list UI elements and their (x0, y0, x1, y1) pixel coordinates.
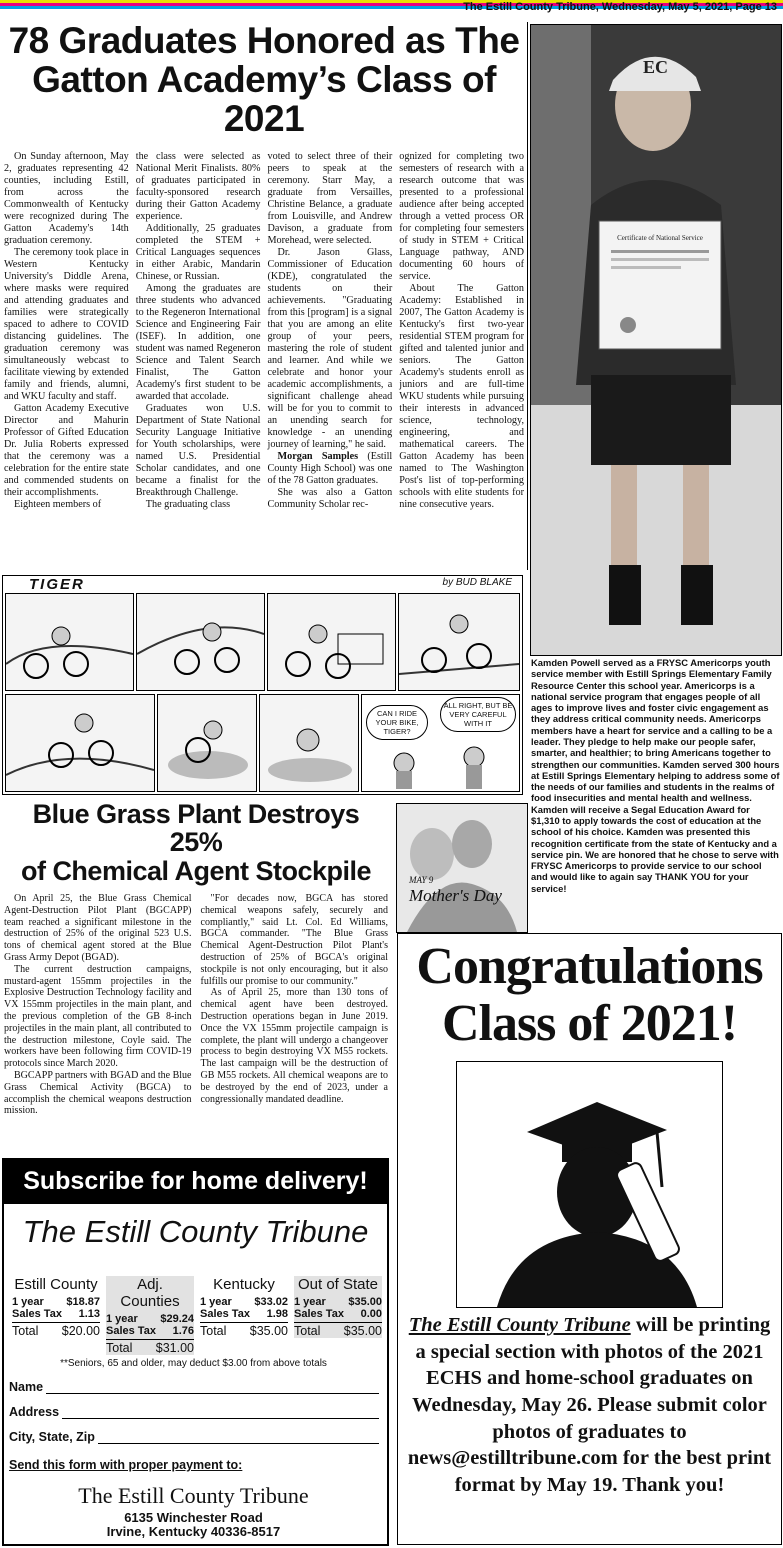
bluegrass-article (4, 800, 388, 1150)
photo-caption: Kamden Powell served as a FRYSC Americorps youth service member with Estill Springs Elementary Family Resource Center this school year. Americorps is a national service program that engages people of all ages to improve lives and foster civic engagement as they address critical community needs. Americorps members have a heart for service and a calling to be a leader. They pledge to help make our people safer, smarter, and healthier; to bring Americans together to strengthen our communities. Kamden served 300 hours at Estill Springs Elementary helping to address some of the needs of our families and students in the realms of food insecurities and mental health and wellness. Kamden will receive a Segal Education Award for $1,310 to apply towards the cost of education at the school of his choice. Kamden was presented this recognition certificate from the state of Kentucky and a service pin. We are honored that he chose to serve with FRYSC Americorps to provide service to our school and would like to again say THANK YOU for your service! (531, 657, 780, 894)
mail-street: 6135 Winchester Road (124, 1510, 263, 1525)
paragraph: Eighteen members of (14, 499, 102, 511)
paper-name-link: The Estill County Tribune (408, 1314, 631, 1336)
gatton-headline (4, 22, 524, 139)
rate-area: Estill County (14, 1276, 98, 1293)
rate-year-row (294, 1296, 382, 1308)
congrats-heading (398, 938, 781, 1052)
city-state-zip-field[interactable] (9, 1430, 379, 1444)
rate-area: Out of State (297, 1276, 379, 1293)
year-label: 1 year (294, 1296, 326, 1308)
rate-year-row (12, 1296, 100, 1308)
comic-title: TIGER (29, 576, 85, 593)
rate-year-row (106, 1313, 194, 1325)
paragraph: On Sunday afternoon, May 2, graduates representing 42 counties, including Estill, from across the Commonwealth of Kentucky were recognized during The Gatton Academy's 14th graduation ceremony. (4, 150, 129, 246)
column-rule (527, 22, 528, 570)
gatton-col-3 (268, 151, 393, 512)
comic-panel-3 (267, 593, 396, 691)
congrats-heading-line-1: Congratulations (416, 938, 763, 995)
paragraph: ognized for completing two semesters of research with a research outcome that was presented to a professional audience after being accepted through a vetted process OR for completing four semesters of study in STEM + Critical Language pathway, AND documenting 60 hours of service. (399, 150, 524, 282)
address-field[interactable] (9, 1405, 379, 1419)
total-amount: $35.00 (343, 1324, 382, 1338)
speech-bubble-2: ALL RIGHT, BUT BE VERY CAREFUL WITH IT (440, 697, 516, 732)
rate-area: Adj. Counties (120, 1276, 180, 1310)
speech-bubble-1: CAN I RIDE YOUR BIKE, TIGER? (366, 705, 428, 740)
mothers-day-ad (396, 803, 528, 933)
total-amount: $31.00 (155, 1341, 194, 1355)
kamden-photo (530, 24, 782, 656)
graduate-silhouette-icon (457, 1062, 722, 1307)
paragraph: The graduating class (145, 499, 231, 511)
tax-amount: 1.98 (266, 1308, 288, 1320)
year-price: $18.87 (66, 1296, 100, 1308)
paragraph: Gatton Academy Executive Director and Mahurin Professor of Gifted Education Dr. Julia Roberts expressed that the ceremony was a celebration for the entire state and commended students on their accomplishments. (4, 403, 129, 499)
bluegrass-col-2 (201, 893, 389, 1117)
comic-panel-1 (5, 593, 134, 691)
rate-adjacent (106, 1276, 194, 1355)
comic-panel-5 (5, 694, 155, 792)
graduate-silhouette (456, 1061, 723, 1308)
paragraph: Dr. Jason Glass, Commissioner of Education (KDE), congratulated the students on their achievements. "Graduating from this [program] is a signal that you are among an elite group of your peers, mastering the role of student and learner. And while we celebrate and honor your academic accomplishments, a significant challenge ahead will be for you to commit to an unending search for knowledge - an unending journey of learning," he said. (267, 246, 393, 451)
total-label: Total (294, 1324, 321, 1338)
bluegrass-headline-line-1: Blue Grass Plant Destroys 25% (32, 799, 360, 858)
bold-name: Morgan Samples (277, 451, 359, 463)
tax-label: Sales Tax (12, 1308, 62, 1320)
gatton-article (4, 22, 524, 570)
paragraph: On April 25, the Blue Grass Chemical Agent-Destruction Pilot Plant (BGCAPP) team reached a significant milestone in the destruction of 25% of the original 523 U.S. tons of chemical agent stored at the Blue Grass Army Depot (BGAD). (4, 893, 192, 964)
gatton-col-4 (399, 151, 524, 512)
paragraph: Additionally, 25 graduates completed the STEM + Critical Languages sequences in either Arabic, Mandarin Chinese, or Russian. (135, 222, 261, 282)
paragraph: As of April 25, more than 130 tons of chemical agent have been destroyed. Destruction operations began in June 2019. Once the VX 155mm projectile campaign is complete, the plant will undergo a changeover process to begin destroying VX M55 rockets. The last campaign will be the destruction of GB M55 rockets. All chemical weapons are to be destroyed by the end of 2023, under a congressionally mandated deadline. (200, 987, 388, 1105)
paragraph: BGCAPP partners with BGAD and the Blue Grass Chemical Activity (BGCA) to accomplish the chemical weapons destruction mission. (4, 1069, 192, 1117)
name-field[interactable] (9, 1380, 379, 1394)
comic-panel-7-art (260, 695, 358, 791)
city-field-label: City, State, Zip (9, 1430, 95, 1444)
tax-label: Sales Tax (200, 1308, 250, 1320)
name-field-label: Name (9, 1380, 44, 1394)
address-field-line[interactable] (62, 1406, 379, 1419)
address-field-label: Address (9, 1405, 60, 1419)
paragraph: The ceremony took place in Western Kentucky University's Diddle Arena, where masks were required and attending graduates and families were strategically spaced to adhere to COVID distancing guidelines. The graduation ceremony was simultaneously webcast to facilitate viewing by extended family and friends, alumni, and WKU faculty and staff. (4, 246, 129, 403)
subscribe-form (2, 1158, 389, 1546)
paragraph: Among the graduates are three students who advanced to the Regeneron International Science and Engineering Fair (ISEF). In addition, one student was named Regeneron Science and Talent Search Finalist, The Gatton Academy's first student to be awarded that accolade. (135, 282, 261, 403)
rate-table (12, 1276, 382, 1356)
tax-label: Sales Tax (106, 1325, 156, 1337)
total-label: Total (106, 1341, 133, 1355)
rate-out-of-state (294, 1276, 382, 1338)
tax-amount: 0.00 (360, 1308, 382, 1320)
rate-tax-row (200, 1308, 288, 1320)
total-label: Total (200, 1324, 227, 1338)
year-price: $33.02 (254, 1296, 288, 1308)
senior-note: **Seniors, 65 and older, may deduct $3.00 from above totals (60, 1358, 327, 1369)
rate-kentucky (200, 1276, 288, 1338)
graduate-figure-image (531, 25, 781, 655)
city-field-line[interactable] (98, 1431, 379, 1444)
comic-panel-7 (259, 694, 359, 792)
total-label: Total (12, 1324, 39, 1338)
paragraph: About The Gatton Academy: Established in 2007, The Gatton Academy is Kentucky's first two-year residential STEM program for gifted and talented junior and seniors. The Gatton Academy's students enroll as juniors and are full-time WKU students while pursuing their interests in advanced science, technology, engineering, and mathematical careers. The Gatton Academy has been named to The Washington Post's list of top-performing schools with elite students for nine consecutive years. (399, 282, 524, 511)
cap-logo: EC (643, 57, 669, 77)
year-label: 1 year (106, 1313, 138, 1325)
year-label: 1 year (12, 1296, 44, 1308)
comic-byline: by BUD BLAKE (442, 577, 512, 588)
gatton-col-1 (4, 151, 129, 512)
rate-tax-row (294, 1308, 382, 1320)
comic-panel-6-art (158, 695, 256, 791)
tax-amount: 1.13 (78, 1308, 100, 1320)
subscribe-paper-name: The Estill County Tribune (22, 1214, 369, 1249)
rate-area: Kentucky (213, 1276, 275, 1293)
send-instructions: Send this form with proper payment to: (9, 1458, 243, 1472)
comic-panel-3-art (268, 594, 395, 690)
year-price: $29.24 (160, 1313, 194, 1325)
paragraph-tail: (Estill County High School) was one of the 78 Gatton graduates. (267, 451, 393, 487)
congrats-ad (397, 933, 782, 1545)
mail-city: Irvine, Kentucky 40336-8517 (106, 1524, 281, 1539)
mail-paper-name: The Estill County Tribune (78, 1483, 309, 1508)
year-label: 1 year (200, 1296, 232, 1308)
rate-total-row (106, 1339, 194, 1355)
paragraph: The current destruction campaigns, mustard-agent 155mm projectiles in the Explosive Destruction Technology facility and VX 155mm projectiles in the main plant, and the previous completion of the GB 8-inch projectiles in the main plant, all contributed to the destruction milestone, Coyle said. The workers have been following firm COVID-19 protocols since March 2020. (4, 963, 192, 1070)
bluegrass-col-1 (4, 893, 192, 1117)
congrats-body-text: will be printing a special section with photos of the 2021 ECHS and home-school graduates on Wednesday, May 26. Please submit color photos of graduates to news@estilltribune.com for the best print format by May 19. Thank you! (407, 1314, 772, 1496)
paragraph: the class were selected as National Merit Finalists. 80% of graduates participated in faculty-sponsored research during their Gatton Academy experience. (135, 150, 261, 222)
gatton-headline-line-2: Gatton Academy’s Class of 2021 (32, 58, 496, 139)
paragraph (268, 451, 393, 487)
tax-amount: 1.76 (172, 1325, 194, 1337)
mother-child-image (397, 804, 527, 932)
paragraph: "For decades now, BGCA has stored chemical weapons safely, securely and compliantly," said Lt. Col. Ed Williams, BGCA commander. "The Blue Grass Chemical Agent-Destruction Pilot Plant's destruction of 25% of BGCA's original stockpile is not only encouraging, but it also fulfills our promise to our community." (200, 893, 388, 987)
comic-panel-6 (157, 694, 257, 792)
bluegrass-headline-line-2: of Chemical Agent Stockpile (20, 855, 372, 886)
gatton-body (4, 151, 524, 512)
rate-total-row (12, 1322, 100, 1338)
rate-estill (12, 1276, 100, 1338)
paragraph: She was also a Gatton Community Scholar rec- (267, 487, 393, 511)
comic-panel-4-art (399, 594, 519, 690)
subscribe-banner: Subscribe for home delivery! (4, 1160, 387, 1204)
mothers-day-title: Mother's Day (409, 886, 502, 905)
mothers-day-date: MAY 9 (409, 875, 434, 885)
paragraph: voted to select three of their peers to speak at the ceremony. Starr May, a graduate from Versailles, Christine Belance, a graduate from Louisville, and Andrew Davison, a graduate from Morehead, were selected. (267, 150, 393, 246)
comic-panel-5-art (6, 695, 154, 791)
tiger-comic-strip (2, 575, 523, 795)
rate-year-row (200, 1296, 288, 1308)
gatton-col-2 (136, 151, 261, 512)
page-folio: The Estill County Tribune, Wednesday, May 5, 2021, Page 13 (463, 1, 777, 13)
certificate-title: Certificate of National Service (617, 234, 703, 242)
congrats-heading-line-2: Class of 2021! (441, 995, 738, 1053)
rate-total-row (200, 1322, 288, 1338)
comic-panel-8 (361, 694, 520, 792)
gatton-headline-line-1: 78 Graduates Honored as The (8, 20, 520, 61)
name-field-line[interactable] (46, 1381, 379, 1394)
rate-tax-row (106, 1325, 194, 1337)
rate-tax-row (12, 1308, 100, 1320)
bluegrass-body (4, 893, 388, 1117)
comic-panel-4 (398, 593, 520, 691)
congrats-body (406, 1312, 773, 1498)
comic-panel-2-art (137, 594, 264, 690)
comic-panel-2 (136, 593, 265, 691)
rate-total-row (294, 1322, 382, 1338)
total-amount: $35.00 (249, 1324, 288, 1338)
total-amount: $20.00 (61, 1324, 100, 1338)
year-price: $35.00 (348, 1296, 382, 1308)
paragraph: Graduates won U.S. Department of State National Security Language Initiative for Youth scholarships, were named U.S. Presidential Scholar candidates, and one became a finalist for the Breakthrough Challenge. (135, 403, 261, 499)
bluegrass-headline (4, 800, 388, 885)
comic-panel-1-art (6, 594, 133, 690)
tax-label: Sales Tax (294, 1308, 344, 1320)
